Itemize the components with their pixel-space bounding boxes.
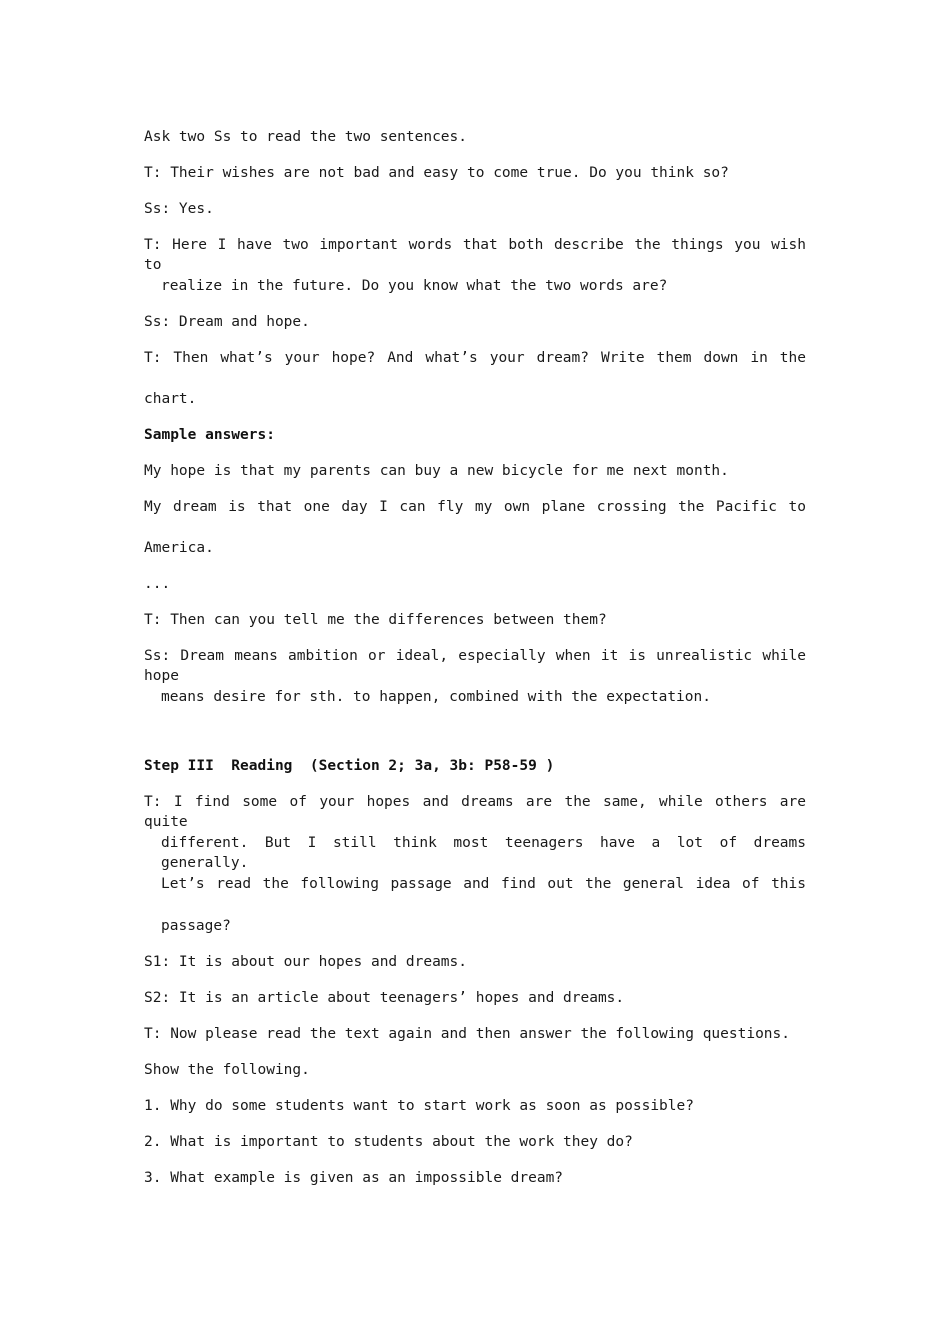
text-line: chart.: [144, 391, 197, 407]
text-line: T: Here I have two important words that both describe the things you wish to: [144, 237, 806, 273]
text-line: different. But I still think most teenagers have a lot of dreams generally.: [161, 835, 806, 871]
text-line: Let’s read the following passage and find out the general idea of this: [161, 876, 806, 892]
text-line: My hope is that my parents can buy a new bicycle for me next month.: [144, 463, 729, 479]
text-line: means desire for sth. to happen, combined with the expectation.: [161, 689, 711, 705]
text-line: T: Then can you tell me the differences between them?: [144, 612, 607, 628]
step-heading: Step III Reading (Section 2; 3a, 3b: P58-59 ): [144, 758, 555, 774]
text-line: T: Then what’s your hope? And what’s your dream? Write them down in the: [144, 350, 806, 366]
text-line: S1: It is about our hopes and dreams.: [144, 954, 468, 970]
text-line: realize in the future. Do you know what the two words are?: [161, 278, 668, 294]
text-line: T: Now please read the text again and then answer the following questions.: [144, 1026, 791, 1042]
text-line: Show the following.: [144, 1062, 310, 1078]
text-line: S2: It is an article about teenagers’ hopes and dreams.: [144, 990, 625, 1006]
text-line: My dream is that one day I can fly my own plane crossing the Pacific to: [144, 499, 806, 515]
text-line: America.: [144, 540, 214, 556]
text-line: T: I find some of your hopes and dreams are the same, while others are quite: [144, 794, 806, 830]
text-line: Ss: Yes.: [144, 201, 214, 217]
text-line: ...: [144, 576, 171, 592]
question-item: 1. Why do some students want to start work as soon as possible?: [144, 1098, 694, 1114]
text-line: T: Their wishes are not bad and easy to come true. Do you think so?: [144, 165, 729, 181]
text-line: Ss: Dream means ambition or ideal, especially when it is unrealistic while hope: [144, 648, 806, 684]
section-heading: Sample answers:: [144, 427, 275, 443]
text-line: Ask two Ss to read the two sentences.: [144, 129, 468, 145]
text-line: passage?: [161, 918, 231, 934]
question-item: 2. What is important to students about the work they do?: [144, 1134, 633, 1150]
text-line: Ss: Dream and hope.: [144, 314, 310, 330]
question-item: 3. What example is given as an impossible dream?: [144, 1170, 564, 1186]
